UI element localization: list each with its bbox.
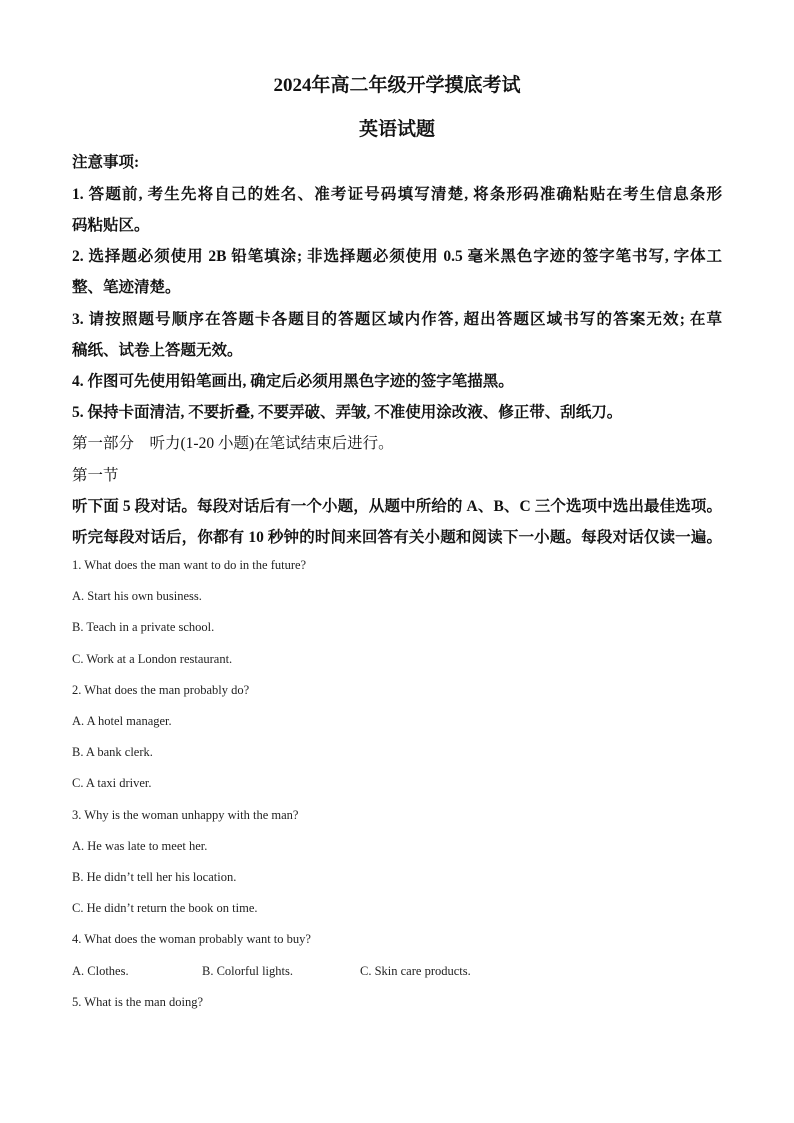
instruction-line: 听下面 5 段对话。每段对话后有一个小题，从题中所给的 A、B、C 三个选项中选出最佳选项。 — [72, 498, 722, 515]
notice-line: 1. 答题前, 考生先将自己的姓名、准考证号码填写清楚, 将条形码准确粘贴在考生信息条形 — [72, 186, 722, 203]
notice-line: 5. 保持卡面清洁, 不要折叠, 不要弄破、弄皱, 不准使用涂改液、修正带、刮纸刀。 — [72, 404, 623, 421]
option: A. He was late to meet her. — [72, 839, 208, 853]
option: B. A bank clerk. — [72, 745, 153, 759]
notice-line: 稿纸、试卷上答题无效。 — [72, 342, 243, 359]
question-5: 5. What is the man doing? — [72, 995, 203, 1009]
notice-line: 2. 选择题必须使用 2B 铅笔填涂; 非选择题必须使用 0.5 毫米黑色字迹的签字笔书写, 字体工 — [72, 248, 722, 265]
part-heading: 第一部分 听力(1-20 小题)在笔试结束后进行。 — [72, 435, 394, 452]
notice-line: 3. 请按照题号顺序在答题卡各题目的答题区域内作答, 超出答题区域书写的答案无效; 在草 — [72, 311, 722, 328]
option: A. Start his own business. — [72, 589, 202, 603]
option: C. He didn’t return the book on time. — [72, 901, 258, 915]
section-heading: 第一节 — [72, 467, 119, 484]
option: C. Work at a London restaurant. — [72, 652, 233, 666]
question-1: 1. What does the man want to do in the future? — [72, 558, 307, 572]
notice-line: 整、笔迹清楚。 — [72, 279, 181, 296]
option: A. A hotel manager. — [72, 714, 172, 728]
option: B. Teach in a private school. — [72, 620, 215, 634]
option: A. Clothes. — [72, 964, 129, 978]
option: B. Colorful lights. — [202, 964, 293, 978]
page-subtitle: 英语试题 — [358, 119, 435, 140]
question-3: 3. Why is the woman unhappy with the man? — [72, 808, 299, 822]
option: B. He didn’t tell her his location. — [72, 870, 237, 884]
question-2: 2. What does the man probably do? — [72, 683, 250, 697]
question-4: 4. What does the woman probably want to buy? — [72, 932, 311, 946]
notice-line: 码粘贴区。 — [72, 217, 150, 234]
option: C. Skin care products. — [360, 964, 471, 978]
page-title: 2024年高二年级开学摸底考试 — [273, 75, 521, 96]
instruction-line: 听完每段对话后，你都有 10 秒钟的时间来回答有关小题和阅读下一小题。每段对话仅读一遍。 — [72, 529, 722, 546]
notice-heading: 注意事项: — [72, 154, 140, 171]
option: C. A taxi driver. — [72, 776, 152, 790]
notice-line: 4. 作图可先使用铅笔画出, 确定后必须用黑色字迹的签字笔描黑。 — [72, 373, 514, 390]
